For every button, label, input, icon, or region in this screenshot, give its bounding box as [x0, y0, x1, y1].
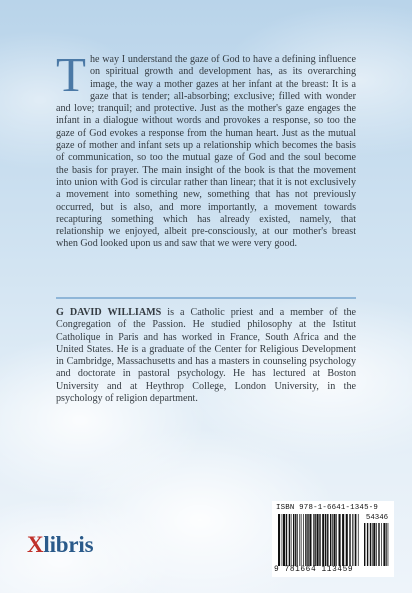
barcode-bar — [313, 514, 314, 566]
barcode-bar — [370, 523, 371, 566]
barcode-bar — [355, 514, 356, 566]
barcode-bar — [282, 514, 283, 566]
barcode-bar — [358, 514, 359, 566]
isbn-barcode — [272, 501, 394, 577]
barcode-bar — [303, 514, 304, 566]
barcode-bar — [317, 514, 319, 566]
barcode-bar — [278, 514, 280, 566]
publisher-logo — [27, 532, 93, 558]
publisher-logo-rest: libris — [43, 532, 94, 557]
barcode-bar — [319, 514, 320, 566]
barcode-bar — [307, 514, 308, 566]
barcode-bar — [327, 514, 328, 566]
drop-cap: T — [56, 47, 86, 102]
isbn-number: ISBN 978-1-6641-1345-9 — [276, 504, 378, 512]
barcode-bar — [372, 523, 373, 566]
barcode-bar — [299, 514, 300, 566]
barcode-bar — [364, 523, 365, 566]
barcode-bar — [334, 514, 336, 566]
blurb-text: he way I understand the gaze of God to have a defining influence on spiritual growth and development has, as its overarching image, the way a mother gazes at her infant at the breast: It is a gaze that is tender; all-absorbing; exclusive; filled with wonder and love; tranquil; and protective. Just as the mother's gaze engages the infant in a dialogue without words and provokes a response, so too the gaze of God evokes a response from the human heart. Just as the mutual gaze of mother and infant sets up a relationship which becomes the basis of communication, so too the mutual gaze of God and the soul become the basis for prayer. The main insight of the book is that the movement into union with God is circular rather than linear; that it is not exclusively a movement into something new, something that has not previously occurred, but is also, and more importantly, a movement towards recapturing something which has already existed, namely, that relationship we enjoyed, albeit pre-consciously, at our mother's breast when God looked upon us and saw that we were very good. — [56, 54, 356, 250]
barcode-bar — [336, 514, 337, 566]
barcode-bar — [388, 523, 389, 566]
author-name: G DAVID WILLIAMS — [56, 307, 162, 318]
barcode-bar — [342, 514, 344, 566]
barcode-bar — [314, 514, 315, 566]
barcode-bar — [305, 514, 306, 566]
author-bio — [56, 307, 356, 405]
barcode-bar — [283, 514, 285, 566]
barcode-bar — [309, 514, 311, 566]
barcode-bar — [330, 514, 331, 566]
barcode-bar — [325, 514, 326, 566]
barcode-bar — [293, 514, 294, 566]
blurb-paragraph — [56, 47, 356, 251]
barcode-bar — [339, 514, 341, 566]
barcode-supplement-bars — [364, 523, 390, 566]
barcode-bar — [386, 523, 387, 566]
barcode-bar — [376, 523, 377, 566]
barcode-bar — [297, 514, 298, 566]
barcode-bar — [349, 514, 350, 566]
barcode-supplement: 54346 — [365, 514, 389, 522]
barcode-bar — [332, 514, 333, 566]
barcode-bar — [301, 514, 302, 566]
barcode-bar — [373, 523, 375, 566]
barcode-bars — [278, 514, 362, 566]
barcode-bar — [286, 514, 287, 566]
barcode-bar — [378, 523, 379, 566]
ean-digits: 9 781664 113459 — [274, 566, 354, 574]
barcode-bar — [383, 523, 385, 566]
barcode-bar — [352, 514, 353, 566]
barcode-bar — [291, 514, 292, 566]
barcode-bar — [367, 523, 368, 566]
author-bio-text: is a Catholic priest and a member of the Congregation of the Passion. He studied philosophy at the Istitut Catholique in Paris and has worked in France, South Africa and the United States. He is a graduate of the Center for Religious Development in Cambridge, Massachusetts and has a masters in counseling psychology and doctorate in pastoral psychology. He has lectured at Boston University and at Heythrop College, London University, in the psychology of religion department. — [56, 307, 356, 405]
divider-rule — [56, 297, 356, 299]
barcode-bar — [322, 514, 324, 566]
barcode-bar — [346, 514, 348, 566]
barcode-bar — [381, 523, 382, 566]
barcode-bar — [295, 514, 296, 566]
publisher-logo-x: X — [27, 532, 44, 557]
barcode-bar — [289, 514, 290, 566]
barcode-bar — [354, 514, 355, 566]
